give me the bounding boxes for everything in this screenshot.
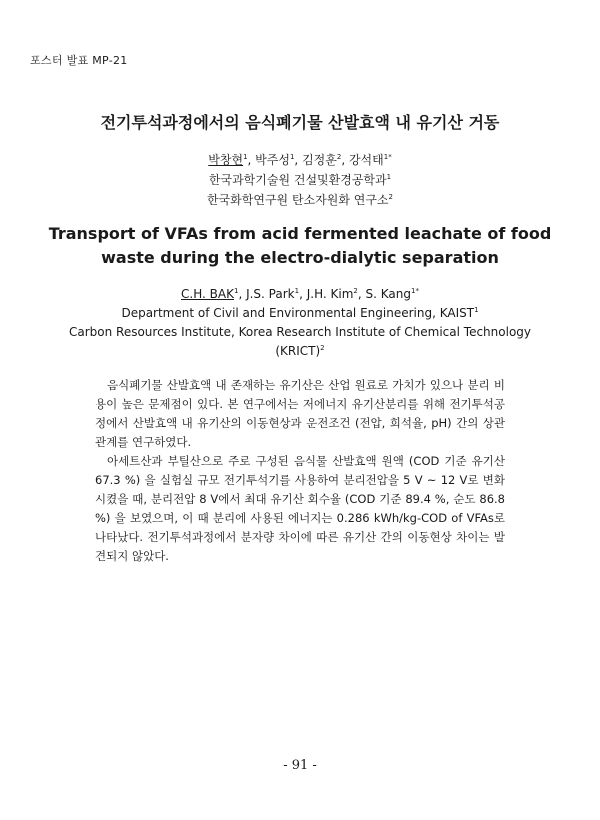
korean-author-sup: 1 — [243, 153, 248, 161]
korean-authors — [0, 150, 600, 170]
english-title-line-1: Transport of VFAs from acid fermented leachate of food — [48, 224, 552, 243]
abstract-paragraph-1: 음식폐기물 산발효액 내 존재하는 유기산은 산업 원료로 가치가 있으나 분리 비용이 높은 문제점이 있다. 본 연구에서는 저에너지 유기산분리를 위해 전기투석공정에서 산발효액 내 유기산의 이동현상과 운전조건 (전압, 희석율, pH) 간의 상관관계를 연구하였다. — [95, 378, 505, 449]
english-author-sep: , — [299, 287, 307, 301]
english-author-name: J.S. Park — [246, 287, 295, 301]
english-author-sup: 1 — [233, 287, 239, 295]
korean-author-sup: 1 — [289, 153, 295, 161]
korean-author-block — [0, 150, 600, 210]
session-label: 포스터 발표 MP-21 — [30, 54, 128, 67]
abstract-paragraph-2: 아세트산과 부틸산으로 주로 구성된 음식물 산발효액 원액 (COD 기준 유기산 67.3 %) 을 실험실 규모 전기투석기를 사용하여 분리전압을 5 V ~ 12 V로 변화시켰을 때, 분리전압 8 V에서 최대 유기산 회수율 (COD 기준 89.4 %, 순도 86.8 %) 을 보였으며, 이 때 분리에 사용된 에너지는 0.286 kWh/kg-COD of VFAs로 나타났다. 전기투석과정에서 분자량 차이에 따른 유기산 간의 이동현상 차이는 발견되지 않았다. — [95, 454, 505, 563]
english-affiliation-1 — [0, 304, 600, 323]
english-title — [0, 222, 600, 270]
english-authors — [0, 285, 600, 304]
korean-affiliation-text: 한국과학기술원 건설및환경공학과 — [208, 173, 387, 187]
korean-author-name: 박창현 — [208, 153, 244, 167]
english-affiliation-2: Carbon Resources Institute, Korea Research Institute of Chemical Technology — [68, 325, 532, 339]
english-author-sup: 1 — [294, 287, 300, 295]
korean-author-sup: 1* — [383, 153, 392, 161]
korean-author-name: 강석태 — [348, 153, 384, 167]
english-author-sep: , — [357, 287, 366, 301]
korean-author-name: 김정훈 — [302, 153, 337, 167]
korean-affiliation-1 — [0, 170, 600, 190]
korean-affiliation-2 — [0, 190, 600, 210]
korean-affiliation-sup: 1 — [386, 173, 392, 181]
page-number: - 91 - — [283, 758, 317, 773]
korean-author-sep: , — [294, 153, 303, 167]
korean-author-name: 박주성 — [255, 153, 290, 167]
korean-author-sep: , — [247, 153, 256, 167]
korean-affiliation-sup: 2 — [388, 193, 393, 201]
abstract — [95, 376, 505, 566]
english-author-block — [0, 285, 600, 361]
english-affiliation-sup: 1 — [474, 306, 479, 314]
korean-author-sup: 2 — [336, 153, 342, 161]
english-affiliation-text: (KRICT) — [275, 344, 321, 358]
english-author-sup: 2 — [353, 287, 358, 295]
english-affiliation-2-continued — [0, 342, 600, 361]
korean-author-sep: , — [341, 153, 349, 167]
korean-title: 전기투석과정에서의 음식폐기물 산발효액 내 유기산 거동 — [100, 113, 500, 132]
korean-affiliation-text: 한국화학연구원 탄소자원화 연구소 — [207, 193, 389, 207]
english-author-name: S. Kang — [365, 287, 412, 301]
english-author-sep: , — [238, 287, 247, 301]
english-author-name: J.H. Kim — [306, 287, 354, 301]
english-title-line-2: waste during the electro-dialytic separation — [101, 248, 499, 267]
english-affiliation-sup: 2 — [320, 344, 325, 352]
english-author-name: C.H. BAK — [181, 287, 234, 301]
english-author-sup: 1* — [411, 287, 419, 295]
english-affiliation-text: Department of Civil and Environmental Engineering, KAIST — [121, 306, 475, 320]
